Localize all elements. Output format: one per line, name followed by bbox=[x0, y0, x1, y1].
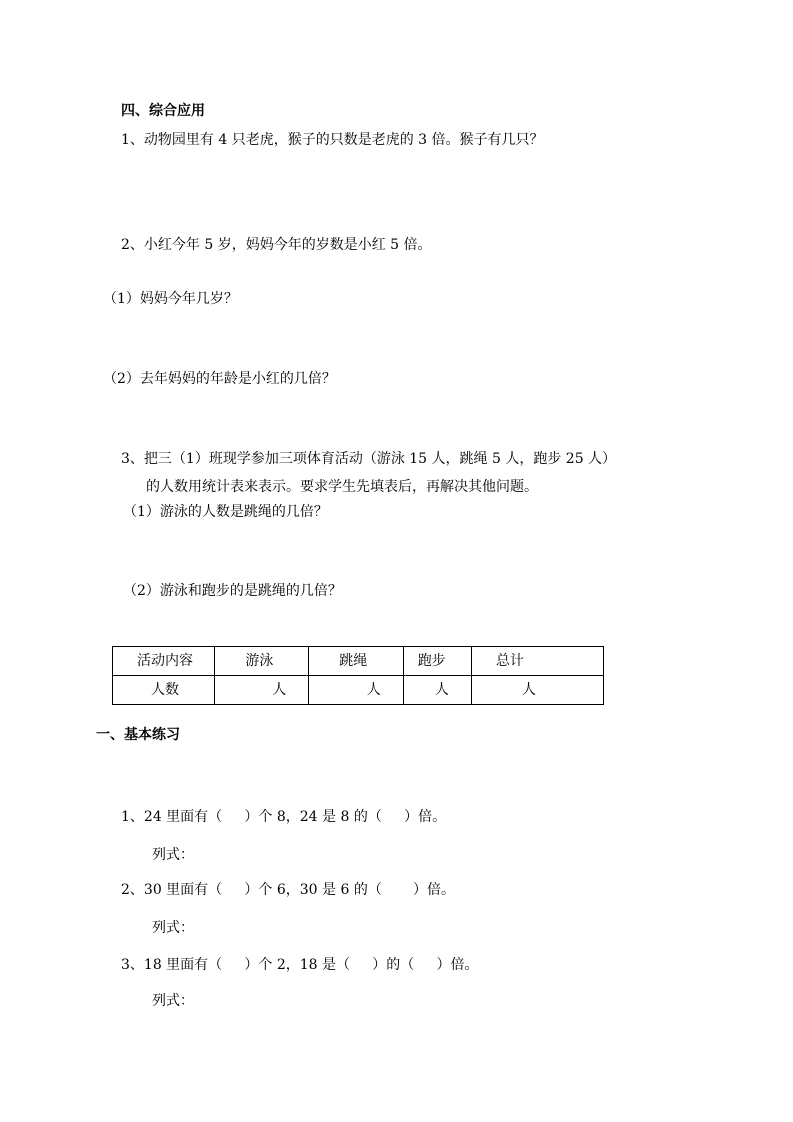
cell-running-count[interactable]: 人 bbox=[403, 676, 471, 705]
table-row bbox=[113, 676, 604, 705]
exercise-2-formula-label: 列式： bbox=[152, 920, 194, 936]
question-3-line-1: 3、把三（1）班现学参加三项体育活动（游泳 15 人，跳绳 5 人，跑步 25 人） bbox=[121, 451, 617, 467]
exercise-3: 3、18 里面有（ ）个 2，18 是（ ）的（ ）倍。 bbox=[121, 957, 479, 973]
question-2-sub-2: （2）去年妈妈的年龄是小红的几倍？ bbox=[103, 371, 336, 387]
section-heading-comprehensive: 四、综合应用 bbox=[121, 103, 205, 119]
question-3-sub-2: （2）游泳和跑步的是跳绳的几倍？ bbox=[123, 583, 342, 599]
question-3-line-2: 的人数用统计表来表示。要求学生先填表后，再解决其他问题。 bbox=[146, 479, 538, 495]
question-3-sub-1: （1）游泳的人数是跳绳的几倍？ bbox=[123, 504, 328, 520]
question-2-ages: 2、小红今年 5 岁，妈妈今年的岁数是小红 5 倍。 bbox=[121, 237, 432, 253]
exercise-1: 1、24 里面有（ ）个 8，24 是 8 的（ ）倍。 bbox=[121, 809, 447, 825]
header-swimming: 游泳 bbox=[215, 647, 309, 676]
header-total: 总计 bbox=[471, 647, 603, 676]
cell-swimming-count[interactable]: 人 bbox=[215, 676, 309, 705]
exercise-3-formula-label: 列式： bbox=[152, 993, 194, 1009]
header-rope-skipping: 跳绳 bbox=[309, 647, 403, 676]
section-heading-basic: 一、基本练习 bbox=[96, 727, 180, 743]
header-activity: 活动内容 bbox=[113, 647, 215, 676]
exercise-1-formula-label: 列式： bbox=[152, 847, 194, 863]
table-header-row bbox=[113, 647, 604, 676]
header-running: 跑步 bbox=[403, 647, 471, 676]
stats-table bbox=[112, 646, 604, 705]
question-1-tigers: 1、动物园里有 4 只老虎，猴子的只数是老虎的 3 倍。猴子有几只？ bbox=[121, 132, 544, 148]
exercise-2: 2、30 里面有（ ）个 6，30 是 6 的（ ）倍。 bbox=[121, 882, 456, 898]
cell-rope-skipping-count[interactable]: 人 bbox=[309, 676, 403, 705]
cell-total-count[interactable]: 人 bbox=[471, 676, 603, 705]
question-2-sub-1: （1）妈妈今年几岁？ bbox=[103, 291, 238, 307]
row-label-count: 人数 bbox=[113, 676, 215, 705]
